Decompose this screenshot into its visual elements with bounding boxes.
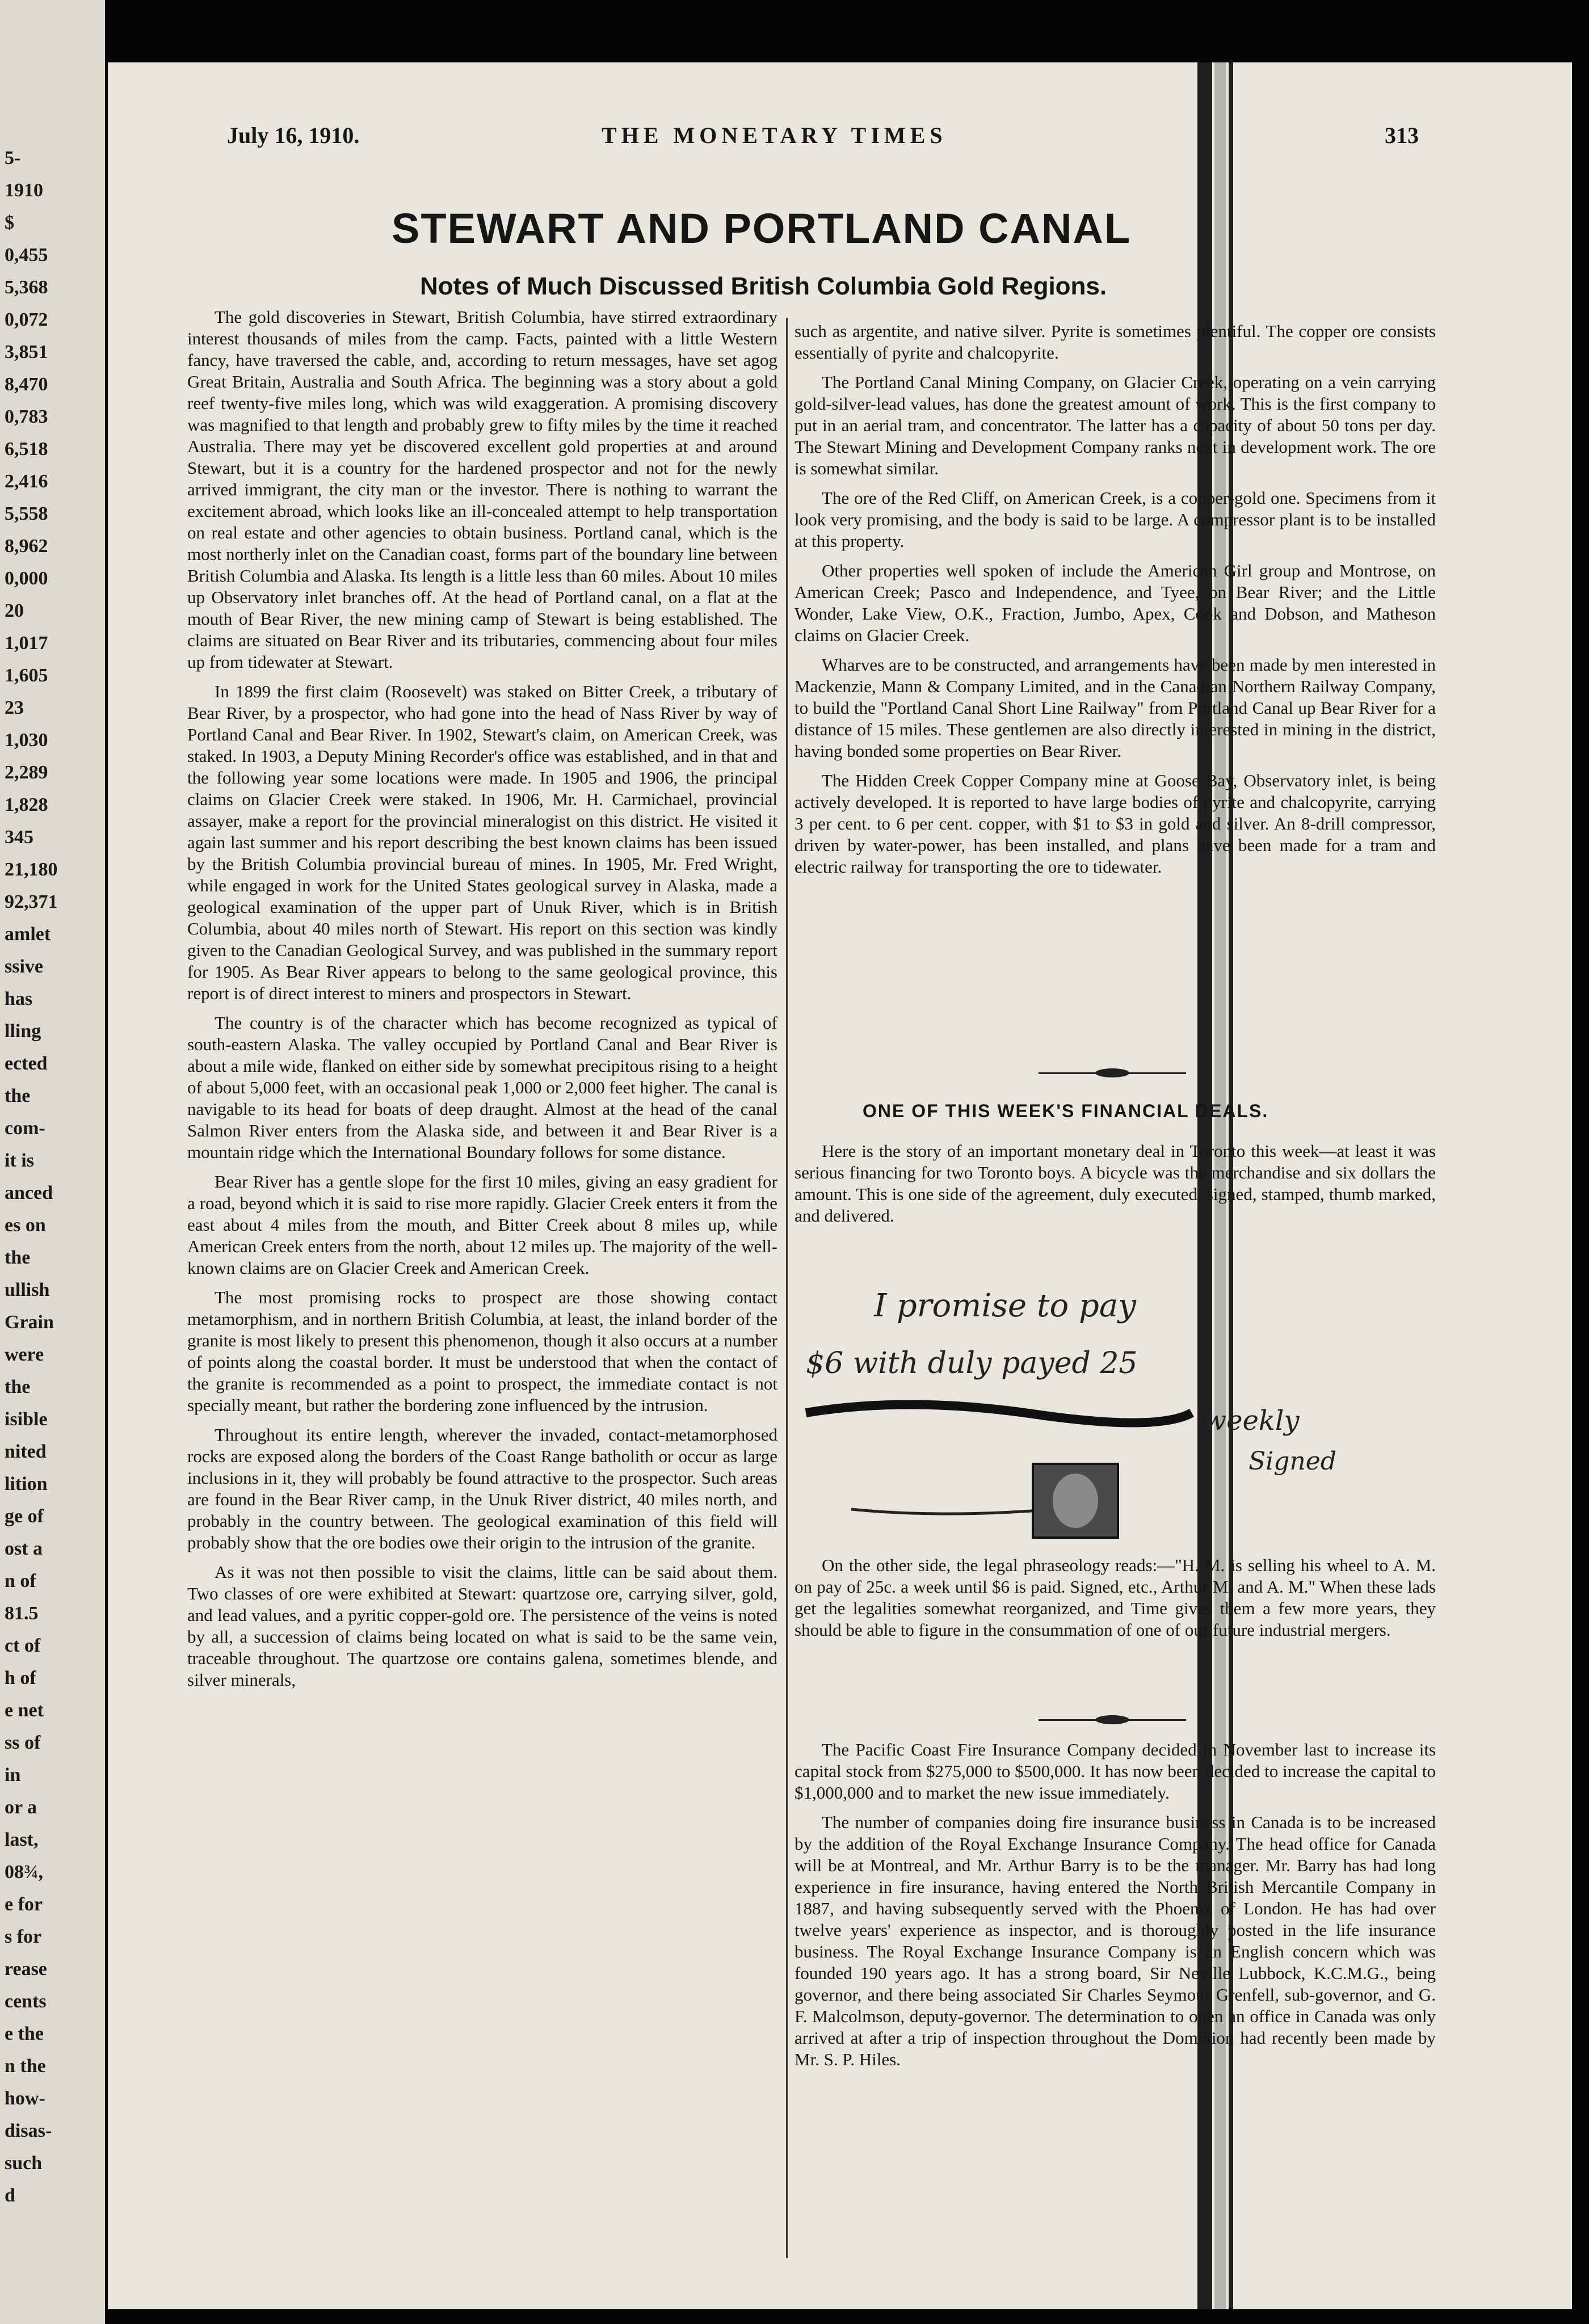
note-line: $6 with duly payed 25 xyxy=(806,1346,1138,1380)
margin-fragment: nited xyxy=(5,1441,47,1462)
section-separator xyxy=(1039,1072,1186,1074)
article-paragraph: The most promising rocks to prospect are those showing contact metamorphism, and in northern British Columbia, at least, the inland border of the granite is most likely to present this phenomenon, though it also occurs at a number of points along the coastal border. It must be understood that when the contact of the granite is recommended as a point to prospect, the immediate contact is not specially meant, but rather the bordering zone influenced by the intrusion. xyxy=(187,1287,777,1415)
margin-fragment: were xyxy=(5,1344,44,1365)
deals-heading: ONE OF THIS WEEK'S FINANCIAL DEALS. xyxy=(863,1101,1269,1121)
margin-fragment: it is xyxy=(5,1150,34,1171)
margin-fragment: lition xyxy=(5,1473,48,1494)
margin-fragment: cents xyxy=(5,1991,47,2012)
article-paragraph: Other properties well spoken of include the American Girl group and Montrose, on American Creek; Pasco and Independence, and Tyee, on Bear River; and the Little Wonder, Lake View, O.K., Fraction, Jumbo, Apex, Cook and Dobson, and Matheson claims on Glacier Creek. xyxy=(794,561,1436,645)
note-line: weekly xyxy=(1203,1405,1300,1437)
margin-fragment: Grain xyxy=(5,1312,54,1333)
margin-fragment: 2,289 xyxy=(5,762,48,783)
margin-fragment: com- xyxy=(5,1118,45,1139)
margin-fragment: e the xyxy=(5,2023,44,2044)
column-divider xyxy=(786,318,788,2258)
margin-fragment: 1,828 xyxy=(5,794,48,815)
article-paragraph: The Hidden Creek Copper Company mine at Goose Bay, Observatory inlet, is being actively developed. It is reported to have large bodies of pyrite and chalcopyrite, carrying 3 per cent. to 6 per cent. copper, with $1 to $3 in gold and silver. An 8-drill compressor, driven by water-power, has been installed, and plans have been made for a tram and electric railway for transporting the ore to tidewater. xyxy=(794,771,1436,877)
margin-fragment: e for xyxy=(5,1894,43,1915)
margin-fragment: h of xyxy=(5,1668,36,1689)
margin-fragment: amlet xyxy=(5,924,51,945)
article-paragraph: The ore of the Red Cliff, on American Creek, is a copper-gold one. Specimens from it look very promising, and the body is said to be large. A compressor plant is to be installed at this property. xyxy=(794,488,1436,551)
margin-fragment: 5,558 xyxy=(5,503,48,524)
margin-fragment: such xyxy=(5,2153,43,2174)
deals-aftermath xyxy=(794,1555,1436,1725)
margin-fragment: 5,368 xyxy=(5,277,48,298)
section-separator xyxy=(1039,1719,1186,1721)
margin-fragment: 92,371 xyxy=(5,891,58,912)
article-paragraph: Bear River has a gentle slope for the first 10 miles, giving an easy gradient for a road, beyond which it is said to rise more rapidly. Glacier Creek enters it from the east about 4 miles from the mouth, and Bitter Creek about 8 miles up, while American Creek enters from the north, about 12 miles up. The majority of the well-known claims are on Glacier Creek and American Creek. xyxy=(187,1172,777,1278)
margin-fragment: 1,030 xyxy=(5,730,48,751)
article-paragraph: The country is of the character which has become recognized as typical of south-eastern Alaska. The valley occupied by Portland Canal and Bear River is about a mile wide, flanked on either side by somewhat precipitous rising to a height of about 5,000 feet, with an occasional peak 1,000 or 2,000 feet higher. The canal is navigable to its head for boats of deep draught. Almost at the head of the canal Salmon River enters from the Alaska side, and between it and Bear River is a mountain ridge which the International Boundary follows for some distance. xyxy=(187,1013,777,1162)
margin-fragment: 0,000 xyxy=(5,568,48,589)
margin-fragment: how- xyxy=(5,2088,45,2109)
margin-fragment: disas- xyxy=(5,2120,52,2141)
note-line: Signed xyxy=(1248,1447,1336,1476)
article-right-column xyxy=(794,321,1436,1070)
margin-fragment: 345 xyxy=(5,827,33,848)
page-number: 313 xyxy=(1385,123,1419,148)
margin-fragment: ullish xyxy=(5,1279,50,1300)
margin-fragment: 23 xyxy=(5,697,24,718)
article-paragraph: The Portland Canal Mining Company, on Glacier Creek, operating on a vein carrying gold-silver-lead values, has done the greatest amount of work. This is the first company to put in an aerial tram, and concentrator. The latter has a capacity of about 50 tons per day. The Stewart Mining and Development Company ranks next in development work. The ore is somewhat similar. xyxy=(794,372,1436,478)
article-title: STEWART AND PORTLAND CANAL xyxy=(392,205,1132,252)
margin-fragment: 8,470 xyxy=(5,374,48,395)
stamp-portrait xyxy=(1053,1473,1098,1528)
margin-fragment: n of xyxy=(5,1571,36,1592)
margin-fragment: e net xyxy=(5,1700,44,1721)
margin-fragment: last, xyxy=(5,1829,39,1850)
article-subtitle: Notes of Much Discussed British Columbia Gold Regions. xyxy=(420,272,1107,300)
margin-fragment: anced xyxy=(5,1182,53,1203)
margin-fragment: ge of xyxy=(5,1506,44,1527)
article-paragraph: such as argentite, and native silver. Pyrite is sometimes plentiful. The copper ore consists essentially of pyrite and chalcopyrite. xyxy=(794,321,1436,363)
article-paragraph: Throughout its entire length, wherever the invaded, contact-metamorphosed rocks are exposed along the borders of the Coast Range batholith or occur as large inclusions in it, they will probably be found attractive to the prospector. Such areas are found in the Bear River camp, in the Unuk River district, 40 miles north, and probably in the country between. The geological examination of this field will probably show that the ore bodies owe their origin to the intrusion of the granite. xyxy=(187,1425,777,1552)
margin-fragment: 20 xyxy=(5,600,24,621)
article-paragraph: The gold discoveries in Stewart, British Columbia, have stirred extraordinary interest thousands of miles from the camp. Facts, painted with a little Western fancy, have traversed the cable, and, according to return messages, have set agog Great Britain, Australia and South Africa. The beginning was a story about a gold reef twenty-five miles long, which was wild exaggeration. A promising discovery was magnified to that length and probably grew to fifty miles by the time it reached Australia. There may yet be discovered excellent gold properties at and around Stewart, but it is a country for the hardened prospector and not for the newly arrived immigrant, the city man or the investor. There is nothing to warrant the excitement abroad, which looks like an ill-concealed attempt to help transportation on real estate and other agencies to obtain business. Portland canal, which is the most northerly inlet on the Canadian coast, forms part of the boundary line between British Columbia and Alaska. Its length is a little less than 60 miles. About 10 miles up Observatory inlet branches off. At the head of Portland canal, on a flat at the mouth of Bear River, the new mining camp of Stewart is being established. The claims are situated on Bear River and its tributaries, commencing about four miles up from tidewater at Stewart. xyxy=(187,307,777,672)
insurance-column xyxy=(794,1739,1436,2284)
deals-intro xyxy=(794,1140,1436,1265)
margin-fragment: the xyxy=(5,1247,31,1268)
article-paragraph: Wharves are to be constructed, and arrangements have been made by men interested in Mackenzie, Mann & Company Limited, and in the Canadian Northern Railway Company, to build the "Portland Canal Short Line Railway" from Portland Canal up Bear River for a distance of 15 miles. These gentlemen are also directly interested in mining in the district, having bonded some properties on Bear River. xyxy=(794,655,1436,761)
adjacent-page-edge xyxy=(0,0,105,2324)
margin-fragment: the xyxy=(5,1085,31,1106)
margin-fragment: ct of xyxy=(5,1635,41,1656)
issue-date: July 16, 1910. xyxy=(227,123,360,148)
margin-fragment: 08¾, xyxy=(5,1862,43,1883)
margin-fragment: in xyxy=(5,1765,21,1786)
margin-fragment: s for xyxy=(5,1926,42,1947)
scribble-strike xyxy=(806,1404,1192,1422)
margin-fragment: ss of xyxy=(5,1732,41,1753)
margin-fragment: has xyxy=(5,988,33,1009)
margin-fragment: 1,017 xyxy=(5,633,48,654)
margin-fragment: 8,962 xyxy=(5,536,48,557)
margin-fragment: es on xyxy=(5,1215,46,1236)
margin-fragment: n the xyxy=(5,2056,46,2077)
margin-fragment: the xyxy=(5,1376,31,1397)
margin-fragment: 81.5 xyxy=(5,1603,39,1624)
handwritten-note-image xyxy=(794,1265,1436,1549)
article-paragraph: As it was not then possible to visit the claims, little can be said about them. Two classes of ore were exhibited at Stewart: quartzose ore, carrying silver, gold, and lead values, and a pyritic copper-gold ore. The persistence of the veins is noted by all, a succession of claims being located on what is said to be the same vein, traceable throughout. The quartzose ore contains galena, sometimes blende, and silver minerals, xyxy=(187,1562,777,1690)
margin-fragment: ected xyxy=(5,1053,48,1074)
margin-fragment: 0,072 xyxy=(5,309,48,330)
margin-fragment: 5- xyxy=(5,148,21,169)
margin-fragment: 1910 xyxy=(5,180,43,201)
newspaper-name: THE MONETARY TIMES xyxy=(602,123,947,148)
deals-paragraph: Here is the story of an important monetary deal in Toronto this week—at least it was serious financing for two Toronto boys. A bicycle was the merchandise and six dollars the amount. This is one side of the agreement, duly executed, signed, stamped, thumb marked, and delivered. xyxy=(794,1141,1436,1226)
article-paragraph: In 1899 the first claim (Roosevelt) was staked on Bitter Creek, a tributary of Bear River, by a prospector, who had gone into the head of Nass River by way of Portland Canal and Bear River. In 1902, Stewart's claim, on American Creek, was staked. In 1903, a Deputy Mining Recorder's office was established, and in that and the following year some locations were made. In 1905 and 1906, the principal claims on Glacier Creek were staked. In 1906, Mr. H. Carmichael, provincial assayer, make a report for the provincial mineralogist on this district. He visited it again last summer and his report describing the best known claims has been issued by the British Columbia provincial bureau of mines. In 1905, Mr. Fred Wright, while engaged in work for the United States geological survey in Alaska, made a geological examination of the upper part of Unuk River, which is in British Columbia, about 40 miles north of Stewart. His report on this section was kindly given to the Canadian Geological Survey, and was published in the summary report for 1905. As Bear River appears to belong to the same geological province, this report is of direct interest to miners and prospectors in Stewart. xyxy=(187,681,777,1003)
margin-fragment: 0,455 xyxy=(5,245,48,266)
insurance-paragraph: The number of companies doing fire insurance business in Canada is to be increased by the addition of the Royal Exchange Insurance Company. The head office for Canada will be at Montreal, and Mr. Arthur Barry is to be the manager. Mr. Barry has had long experience in fire insurance, having entered the North British Mercantile Company in 1887, and having subsequently served with the Phoenix of London. He has had over twelve years' experience as inspector, and is thoroughly posted in the life insurance business. The Royal Exchange Insurance Company is an English concern which was founded 190 years ago. It has a strong board, Sir Neville Lubbock, K.C.M.G., being governor, and there being associated Sir Charles Seymour Grenfell, sub-governor, and G. F. Malcolmson, deputy-governor. The determination to open an office in Canada was only arrived at after a trip of inspection throughout the Dominion had recently been made by Mr. S. P. Hiles. xyxy=(794,1812,1436,2069)
margin-fragment: $ xyxy=(5,212,14,233)
margin-fragment: 1,605 xyxy=(5,665,48,686)
margin-fragment: ssive xyxy=(5,956,43,977)
margin-fragment: 3,851 xyxy=(5,342,48,363)
insurance-paragraph: The Pacific Coast Fire Insurance Company decided in November last to increase its capital stock from $275,000 to $500,000. It has now been decided to increase the capital to $1,000,000 and to market the new issue immediately. xyxy=(794,1740,1436,1803)
margin-fragment: or a xyxy=(5,1797,37,1818)
margin-fragment: 0,783 xyxy=(5,406,48,427)
page-header xyxy=(227,122,1419,156)
margin-fragment: rease xyxy=(5,1959,47,1980)
note-line: I promise to pay xyxy=(874,1287,1136,1324)
margin-fragment: 6,518 xyxy=(5,439,48,460)
margin-fragment: ost a xyxy=(5,1538,43,1559)
article-left-column xyxy=(187,306,777,2258)
margin-fragment: d xyxy=(5,2185,15,2206)
margin-fragment: 2,416 xyxy=(5,471,48,492)
deals-paragraph: On the other side, the legal phraseology reads:—"H. M. is selling his wheel to A. M. on pay of 25c. a week until $6 is paid. Signed, etc., Arthur M. and A. M." When these lads get the legalities somewhat reorganized, and Time gives them a few more years, they should be able to figure in the consummation of one of our future industrial mergers. xyxy=(794,1555,1436,1640)
margin-fragment: isible xyxy=(5,1409,48,1430)
margin-fragment: lling xyxy=(5,1021,41,1042)
margin-fragment: 21,180 xyxy=(5,859,58,880)
